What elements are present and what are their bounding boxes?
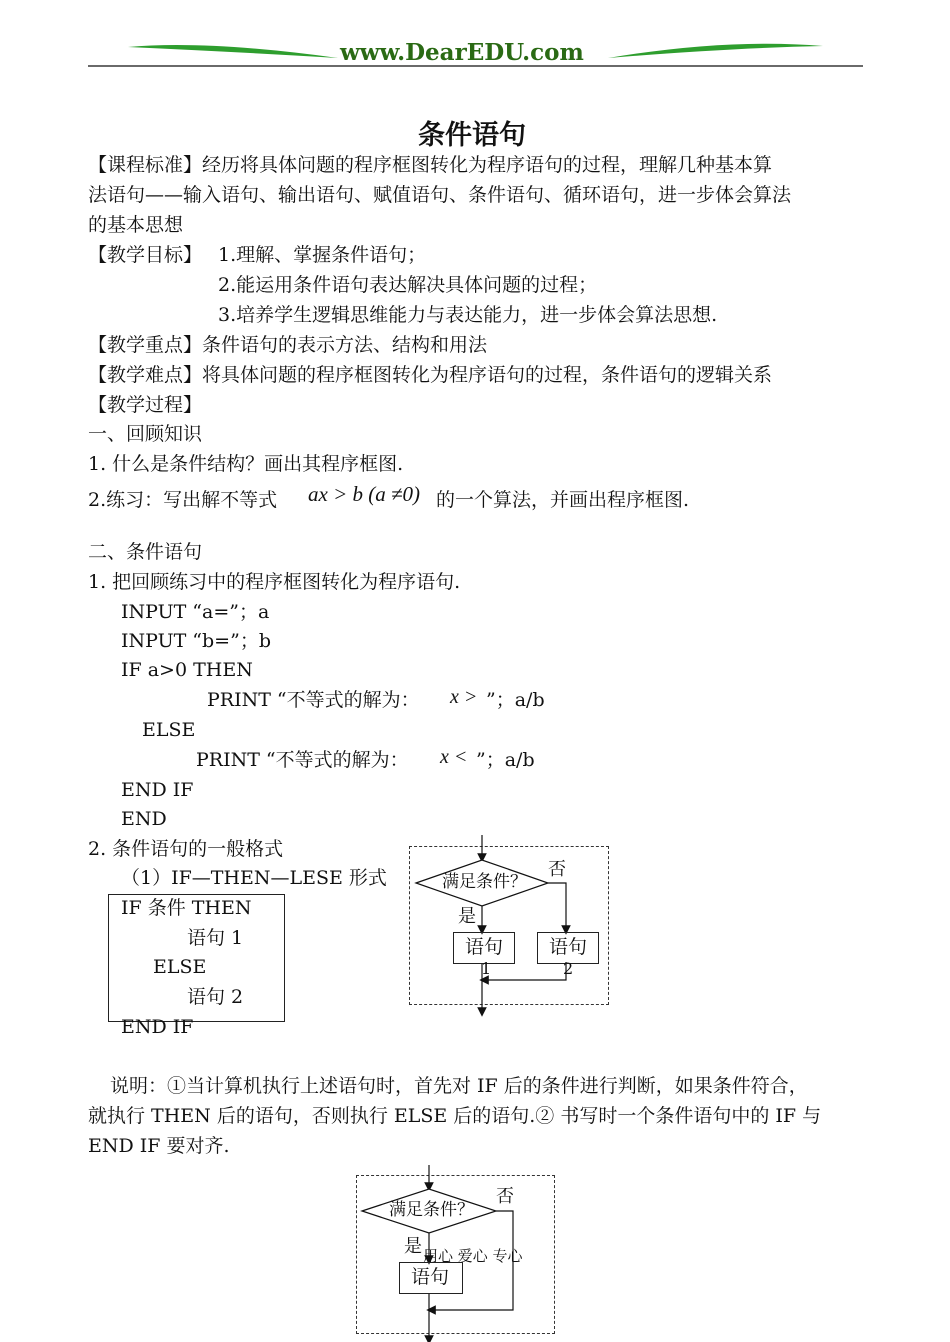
goal-item-3: 3.培养学生逻辑思维能力与表达能力，进一步体会算法思想.	[218, 304, 718, 326]
section1-heading: 一、回顾知识	[88, 423, 203, 445]
section2-heading: 二、条件语句	[88, 541, 203, 563]
code-print2-suffix: ”；a/b	[476, 749, 535, 771]
format-line-5: END IF	[121, 1016, 194, 1038]
code-print2-math: x <	[440, 746, 468, 768]
flowchart1-statement-1-label: 语句	[465, 936, 504, 958]
section1-question-2-suffix: 的一个算法，并画出程序框图.	[436, 489, 690, 511]
section1-question-2-prefix: 2.练习：写出解不等式	[88, 489, 278, 511]
flowchart2-yes-label: 是	[404, 1236, 422, 1257]
flowchart1-statement-2-number: 2	[563, 959, 574, 978]
course-standard-line-3: 的基本思想	[88, 214, 184, 236]
explanation-line-1: 说明：①当计算机执行上述语句时，首先对 IF 后的条件进行判断，如果条件符合，	[110, 1075, 808, 1097]
form-1-label: （1）IF—THEN—LESE 形式	[121, 867, 387, 889]
section1-question-1: 1. 什么是条件结构？画出其程序框图.	[88, 453, 404, 475]
goal-item-2: 2.能运用条件语句表达解决具体问题的过程；	[218, 274, 598, 296]
process-label: 【教学过程】	[88, 394, 203, 416]
flowchart1-statement-2-label: 语句	[549, 936, 588, 958]
code-line-8: END	[121, 808, 167, 830]
goal-item-1: 1.理解、掌握条件语句；	[218, 244, 427, 266]
code-print1-suffix: ”；a/b	[486, 689, 545, 711]
key-point: 【教学重点】条件语句的表示方法、结构和用法	[88, 334, 488, 356]
explanation-line-2: 就执行 THEN 后的语句，否则执行 ELSE 后的语句.② 书写时一个条件语句中的 IF 与	[88, 1105, 822, 1127]
footer-watermark: 用心 爱心 专心	[423, 1247, 523, 1265]
goals-label: 【教学目标】	[88, 244, 203, 266]
code-line-1: INPUT “a=”；a	[121, 601, 270, 623]
flowchart1-decision-label: 满足条件？	[442, 872, 527, 892]
flowchart1-yes-label: 是	[458, 906, 476, 927]
difficulty: 【教学难点】将具体问题的程序框图转化为程序语句的过程，条件语句的逻辑关系	[88, 364, 773, 386]
course-standard-line-2: 法语句——输入语句、输出语句、赋值语句、条件语句、循环语句，进一步体会算法	[88, 184, 792, 206]
header-logo[interactable]: www.DearEDU.com	[340, 39, 584, 66]
code-line-4: PRINT “不等式的解为：	[207, 689, 420, 711]
code-line-6: PRINT “不等式的解为：	[196, 749, 409, 771]
code-print1-math: x >	[450, 686, 478, 708]
section2-item-1: 1. 把回顾练习中的程序框图转化为程序语句.	[88, 571, 461, 593]
code-line-5: ELSE	[142, 719, 196, 741]
code-line-7: END IF	[121, 779, 194, 801]
format-line-2: 语句 1	[187, 927, 244, 949]
code-line-3: IF a>0 THEN	[121, 659, 253, 681]
format-line-4: 语句 2	[187, 986, 244, 1008]
code-line-2: INPUT “b=”；b	[121, 630, 271, 652]
explanation-line-3: END IF 要对齐.	[88, 1135, 230, 1157]
section2-item-2: 2. 条件语句的一般格式	[88, 838, 284, 860]
page-title: 条件语句	[418, 120, 526, 151]
flowchart2-statement-label: 语句	[411, 1266, 450, 1288]
flowchart2-no-label: 否	[496, 1186, 514, 1207]
course-standard-line-1: 【课程标准】经历将具体问题的程序框图转化为程序语句的过程，理解几种基本算	[88, 154, 773, 176]
inequality-formula: ax > b (a ≠0)	[308, 482, 421, 506]
format-line-3: ELSE	[153, 956, 207, 978]
flowchart1-lines	[400, 830, 620, 1020]
flowchart2-decision-label: 满足条件？	[389, 1200, 474, 1220]
format-line-1: IF 条件 THEN	[121, 897, 252, 919]
flowchart1-no-label: 否	[548, 859, 566, 880]
flowchart1-statement-1-number: 1	[481, 959, 492, 978]
